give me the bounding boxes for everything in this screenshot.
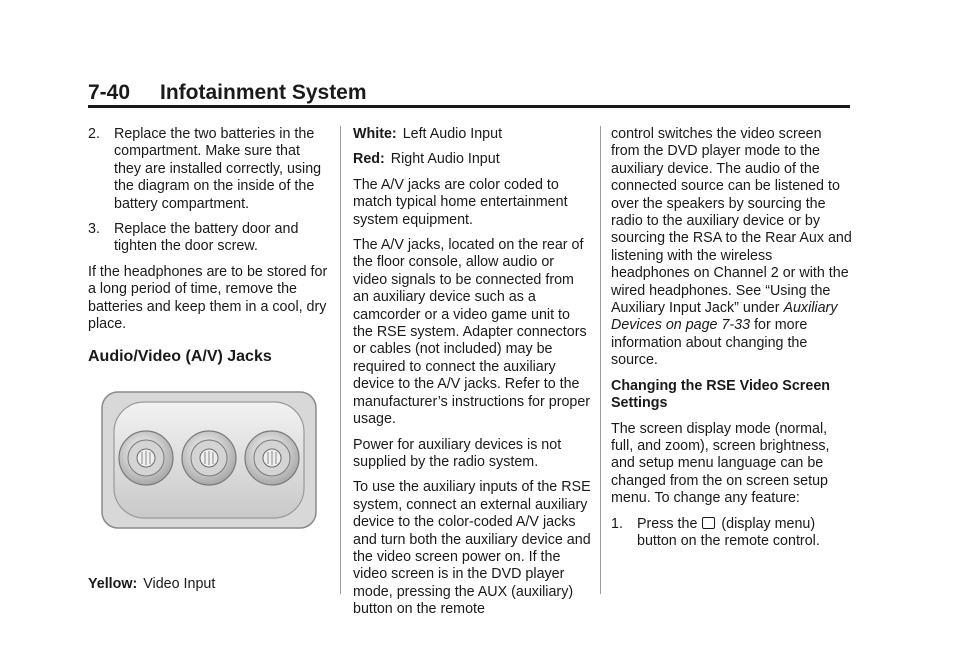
paragraph: To use the auxiliary inputs of the RSE system, connect an external auxiliary device to the color-coded A/V jacks and turn both the auxiliary device and the video screen power on. If the video screen is in the DVD player mode, pressing the AUX (auxiliary) button on the remote: [353, 479, 591, 618]
storage-paragraph: If the headphones are to be stored for a long period of time, remove the batteries and keep them in a cool, dry place.: [88, 263, 328, 333]
step-text: [637, 516, 853, 551]
yellow-legend: [88, 576, 330, 593]
text-run: Press the: [637, 515, 698, 532]
page-number: 7-40: [88, 81, 131, 104]
av-jack-icon: [245, 431, 299, 485]
subheading: Changing the RSE Video Screen Settings: [611, 377, 830, 412]
text-run: control switches the video screen from the DVD player mode to the auxiliary device. The audio of the connected source can be listened to over the speakers by sourcing the radio to the auxiliary device or by sourcing the RSA to the Rear Aux and listening with the wireless headphones on Channel 2 or with the wired headphones. See “Using the Auxiliary Input Jack” under: [611, 126, 852, 317]
step-number: 3.: [88, 221, 100, 238]
step-2: [88, 126, 330, 213]
display-menu-icon: [702, 517, 715, 529]
column-divider: [340, 126, 341, 594]
av-jack-icon: [182, 431, 236, 485]
step-1: [611, 516, 853, 551]
red-label: Red:: [353, 151, 385, 168]
step-3: [88, 221, 330, 256]
paragraph: The screen display mode (normal, full, and zoom), screen brightness, and setup menu language can be changed from the on screen setup menu. To change any feature:: [611, 420, 830, 507]
paragraph: The A/V jacks are color coded to match typical home entertainment system equipment.: [353, 176, 568, 228]
paragraph: The A/V jacks, located on the rear of the floor console, allow audio or video signals to be connected from an auxiliary device such as a camcorder or a video game unit to the RSE system. Adapter connectors or cables (not included) may be required to connect the auxiliary device to the A/V jacks. Refer to the manufacturer’s instructions for proper usage.: [353, 237, 591, 428]
red-legend: [353, 151, 591, 168]
step-number: 1.: [611, 515, 623, 532]
section-title: Audio/Video (A/V) Jacks: [88, 348, 272, 366]
column-2: [353, 126, 591, 627]
paragraph: Power for auxiliary devices is not supplied by the radio system.: [353, 436, 562, 470]
step-text: Replace the two batteries in the compartment. Make sure that they are installed correctly, using the diagram on the inside of the battery compartment.: [114, 126, 322, 212]
column-1: [88, 126, 330, 367]
column-divider: [600, 126, 601, 594]
page-title: Infotainment System: [160, 81, 367, 104]
step-number: 2.: [88, 126, 100, 142]
page-header: [88, 80, 850, 108]
yellow-value: Video Input: [143, 576, 216, 592]
white-legend: [353, 126, 591, 143]
white-label: White:: [353, 126, 397, 142]
paragraph: [611, 126, 853, 370]
text-run: for more information about changing the source.: [611, 317, 808, 369]
column-3: [611, 126, 853, 558]
white-value: Left Audio Input: [402, 126, 503, 142]
red-value: Right Audio Input: [390, 151, 500, 168]
step-text: Replace the battery door and tighten the door screw.: [114, 221, 299, 255]
header-rule: [88, 105, 850, 108]
cross-reference-link[interactable]: Auxiliary Devices on page 7-33: [611, 300, 838, 334]
av-jack-figure: [100, 390, 318, 530]
text-run: (display menu) button on the remote control.: [637, 515, 820, 549]
yellow-label: Yellow:: [88, 576, 138, 592]
av-jack-icon: [119, 431, 173, 485]
